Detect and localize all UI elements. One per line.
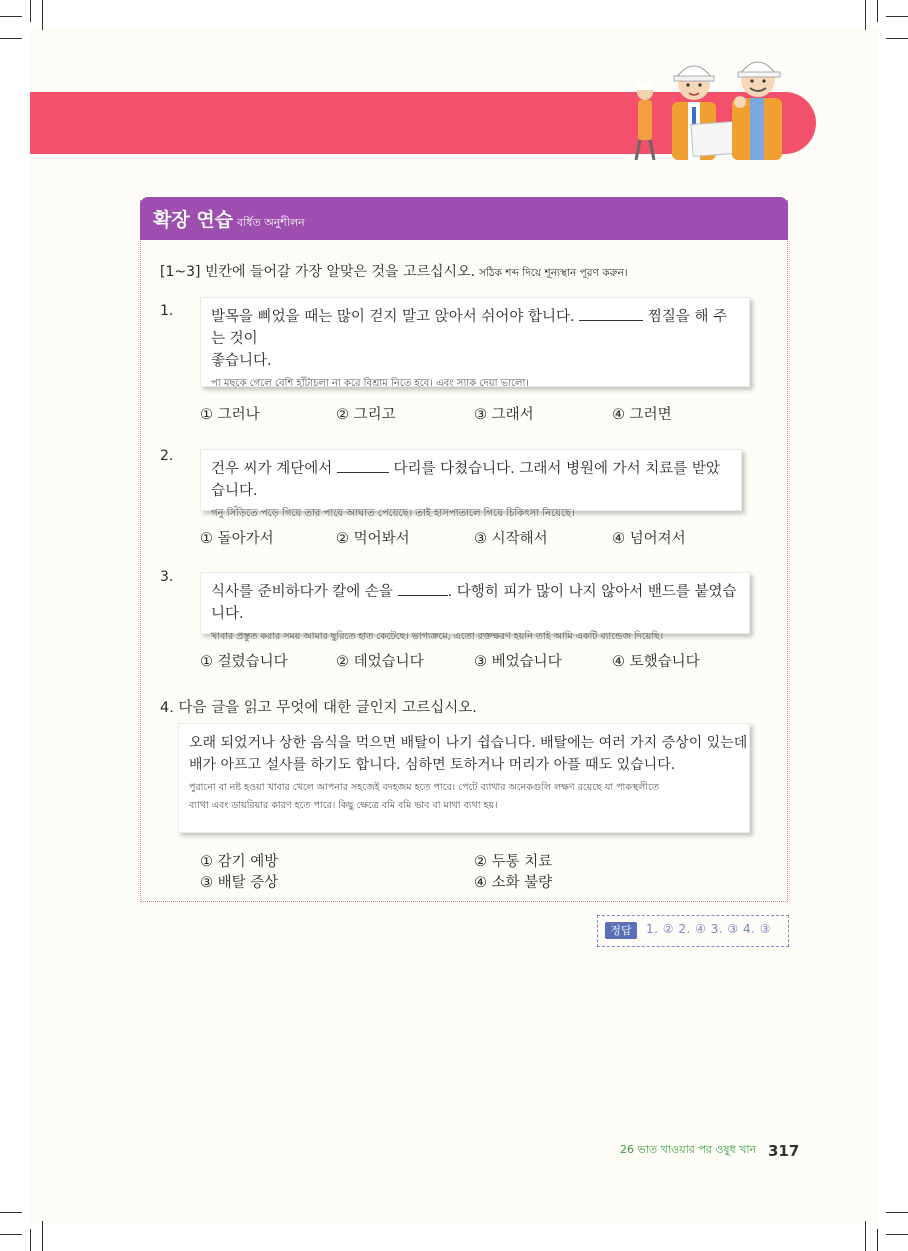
question-1-blank [579,306,643,321]
answer-key-text: 1. ② 2. ④ 3. ③ 4. ③ [646,922,772,936]
question-2-option-2[interactable]: ② 먹어봐서 [336,531,410,547]
question-4-option-3[interactable]: ③ 배탈 증상 [200,875,279,891]
section-subtitle: বর্ধিত অনুশীলন [237,216,305,229]
footer-chapter: 26 ভাত খাওয়ার পর ওষুধ খান [620,1143,757,1156]
question-2-text [211,458,731,502]
question-1-translation: পা মছকে গেলে বেশি হাঁটাচলা না করে বিশ্রাম নিতে হবে। এবং স্যাক দেয়া ভালো। [211,378,529,389]
question-1-text-c: 좋습니다. [211,353,272,369]
question-1-option-3[interactable]: ③ 그래서 [474,407,534,423]
question-2-translation: গনু সিঁড়িতে পড়ে গিয়ে তার পায়ে আঘাত পেয়েছে। তাই হাসপাতালে গিয়ে চিকিৎসা নিয়েছে। [211,508,575,519]
question-4-option-2[interactable]: ② 두통 치료 [474,854,553,870]
instruction-line [160,261,628,283]
question-1-option-1[interactable]: ① 그러나 [200,407,260,423]
instruction-ko: [1~3] 빈칸에 들어갈 가장 알맞은 것을 고르십시오. [160,264,476,280]
question-2-option-3[interactable]: ③ 시작해서 [474,531,548,547]
question-1-option-2[interactable]: ② 그리고 [336,407,396,423]
question-4-passage-line-1: 오래 되었거나 상한 음식을 먹으면 배탈이 나기 쉽습니다. 배탈에는 여러 가지 증상이 있는데 [189,735,748,751]
question-1-text-b: 찜질을 해 주는 것이 [211,309,728,347]
question-2-number: 2. [160,448,174,464]
section-title [153,205,305,233]
question-4-prompt: 4. 다음 글을 읽고 무엇에 대한 글인지 고르십시오. [160,700,477,716]
question-4-passage-line-2: 배가 아프고 설사를 하기도 합니다. 심하면 토하거나 머리가 아플 때도 있습니다. [189,757,676,773]
question-1-text [211,306,739,372]
question-3-text [211,581,739,625]
construction-workers-illustration [632,52,792,164]
question-4-option-1[interactable]: ① 감기 예방 [200,854,279,870]
question-2-text-a: 건우 씨가 계단에서 [211,461,333,477]
question-4-translation-line-1: পুরানো বা নষ্ট হওয়া খাবার খেলে আপনার সহজেই বদহজম হতে পারে। পেটে ব্যাথার অনেকগুলি লক্ষণ রয়েছে যা পাকস্থলীতে [189,782,659,793]
question-3-blank [398,581,448,596]
question-1-box [200,297,750,387]
question-3-text-b: . 다행히 피가 많이 나지 않아서 밴드를 붙였습니다. [211,584,737,622]
question-4-passage-box [178,723,750,833]
question-2-option-4[interactable]: ④ 넘어져서 [612,531,686,547]
question-3-translation: খাবার প্রস্তুত করার সময় আমার ছুরিতে হাত কেটেছে। ভাগ্যক্রমে, এতো রক্তক্ষরণ হয়নি তাই আমি একটি ব্যান্ডেজ দিয়েছি। [211,631,664,642]
question-1-number: 1. [160,303,174,319]
page-number: 317 [768,1142,800,1160]
section-title-ko: 확장 연습 [153,209,234,231]
question-3-option-1[interactable]: ① 걸렸습니다 [200,654,288,670]
question-3-box [200,572,750,642]
question-4-option-4[interactable]: ④ 소화 불량 [474,875,553,891]
question-4-translation-line-2: ব্যাথা এবং ডায়রিয়ার কারণ হতে পারে। কিছু ক্ষেত্রে বমি বমি ভাব বা মাথা ব্যথা হয়। [189,800,498,811]
instruction-bn: সঠিক শব্দ দিয়ে শূন্যস্থান পূরণ করুন। [479,267,628,279]
question-3-option-4[interactable]: ④ 토했습니다 [612,654,700,670]
question-1-text-a: 발목을 삐었을 때는 많이 걷지 말고 앉아서 쉬어야 합니다. [211,309,575,325]
question-2-blank [337,458,389,473]
answer-key-label: 정답 [605,922,637,939]
question-3-option-2[interactable]: ② 데었습니다 [336,654,424,670]
question-2-text-b: 다리를 다쳤습니다. 그래서 병원에 가서 치료를 받았습니다. [211,461,720,499]
question-3-number: 3. [160,569,174,585]
question-3-option-3[interactable]: ③ 베었습니다 [474,654,562,670]
question-2-box [200,449,742,519]
question-1-option-4[interactable]: ④ 그러면 [612,407,672,423]
question-2-option-1[interactable]: ① 돌아가서 [200,531,274,547]
question-3-text-a: 식사를 준비하다가 칼에 손을 [211,584,393,600]
